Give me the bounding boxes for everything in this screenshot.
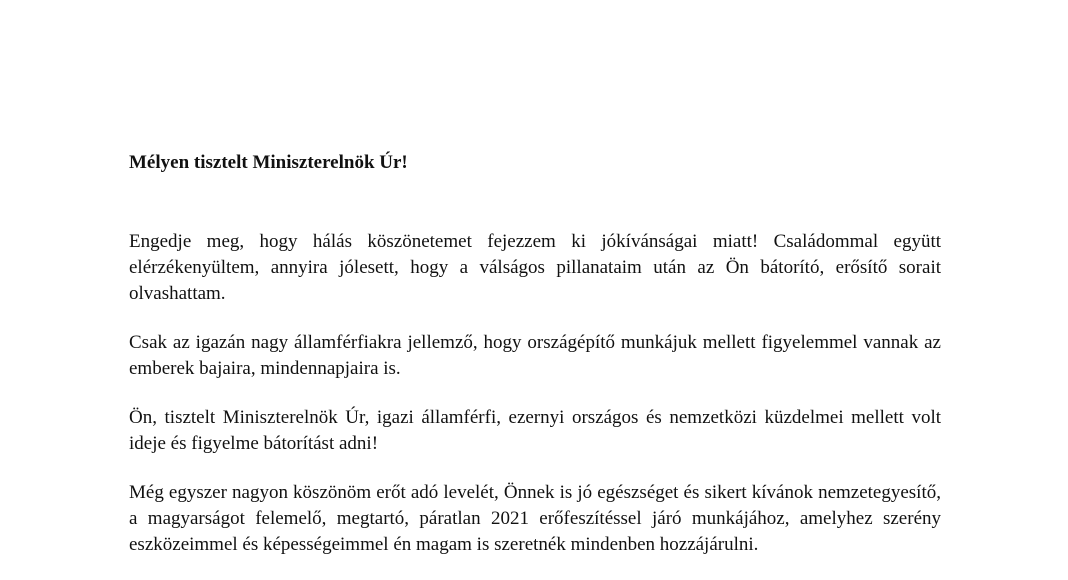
letter-paragraph-4: Még egyszer nagyon köszönöm erőt adó levelét, Önnek is jó egészséget és sikert kívánok nemzetegyesítő, a magyarságot felemelő, megtartó, páratlan 2021 erőfeszítéssel járó munkájához, amelyhez szerény eszközeimmel és képességeimmel én magam is szeretnék mindenben hozzájárulni. <box>129 482 941 555</box>
letter-paragraph-3: Ön, tisztelt Miniszterelnök Úr, igazi államférfi, ezernyi országos és nemzetközi küzdelmei mellett volt ideje és figyelme bátorítást adni! <box>129 407 941 454</box>
letter-salutation: Mélyen tisztelt Miniszterelnök Úr! <box>129 152 408 173</box>
letter-paragraph-2: Csak az igazán nagy államférfiakra jellemző, hogy országépítő munkájuk mellett figyelemmel vannak az emberek bajaira, mindennapjaira is. <box>129 332 941 379</box>
letter-body <box>129 150 941 580</box>
letter-paragraph-1: Engedje meg, hogy hálás köszönetemet fejezzem ki jókívánságai miatt! Családommal együtt elérzékenyültem, annyira jólesett, hogy a válságos pillanataim után az Ön bátorító, erősítő sorait olvashattam. <box>129 231 941 304</box>
